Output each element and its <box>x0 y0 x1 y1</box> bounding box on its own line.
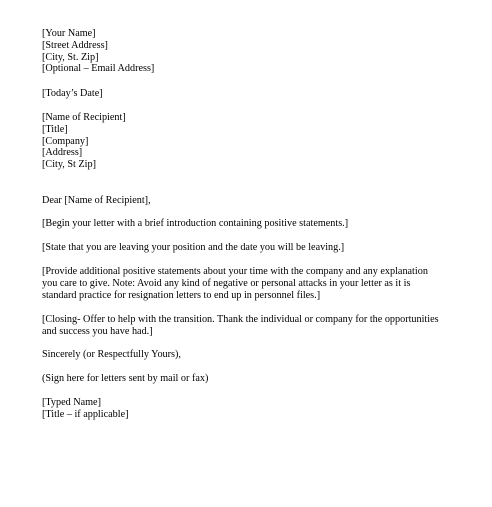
recipient-address-line: [Address] <box>42 147 83 159</box>
signature-note <box>42 373 208 385</box>
leaving-text: [State that you are leaving your position and the date you will be leaving.] <box>42 242 345 253</box>
sender-name: [Your Name] <box>42 28 96 39</box>
paragraph-closing <box>42 314 482 338</box>
additional-line-3: standard practice for resignation letters to end up in personnel files.] <box>42 289 321 301</box>
signer-title: [Title – if applicable] <box>42 408 129 420</box>
closing-line-2: and success you have had.] <box>42 325 153 337</box>
recipient-name: [Name of Recipient] <box>42 112 126 123</box>
sender-email: [Optional – Email Address] <box>42 63 155 75</box>
signature-note-text: (Sign here for letters sent by mail or fax) <box>42 373 209 384</box>
date-text: [Today’s Date] <box>42 88 103 99</box>
sender-city: [City, St. Zip] <box>42 51 99 63</box>
recipient-address <box>42 112 126 171</box>
salutation <box>42 195 151 207</box>
paragraph-additional <box>42 266 482 301</box>
signer-block <box>42 397 128 421</box>
closing-line-1: [Closing- Offer to help with the transition. Thank the individual or company for the opportunities <box>42 314 439 325</box>
letter-date <box>42 88 103 100</box>
intro-text: [Begin your letter with a brief introduction containing positive statements.] <box>42 218 349 229</box>
recipient-title: [Title] <box>42 123 68 135</box>
paragraph-leaving <box>42 242 482 254</box>
signer-name: [Typed Name] <box>42 397 101 408</box>
signoff <box>42 349 181 361</box>
salutation-text: Dear [Name of Recipient], <box>42 195 151 206</box>
additional-line-2: you care to give. Note: Avoid any kind of negative or personal attacks in your letter as it is <box>42 277 411 289</box>
paragraph-intro <box>42 218 482 230</box>
recipient-company: [Company] <box>42 135 89 147</box>
sender-address <box>42 28 154 75</box>
signoff-text: Sincerely (or Respectfully Yours), <box>42 349 181 360</box>
additional-line-1: [Provide additional positive statements about your time with the company and any explanation <box>42 266 428 277</box>
sender-street: [Street Address] <box>42 39 108 51</box>
recipient-city: [City, St Zip] <box>42 159 96 171</box>
